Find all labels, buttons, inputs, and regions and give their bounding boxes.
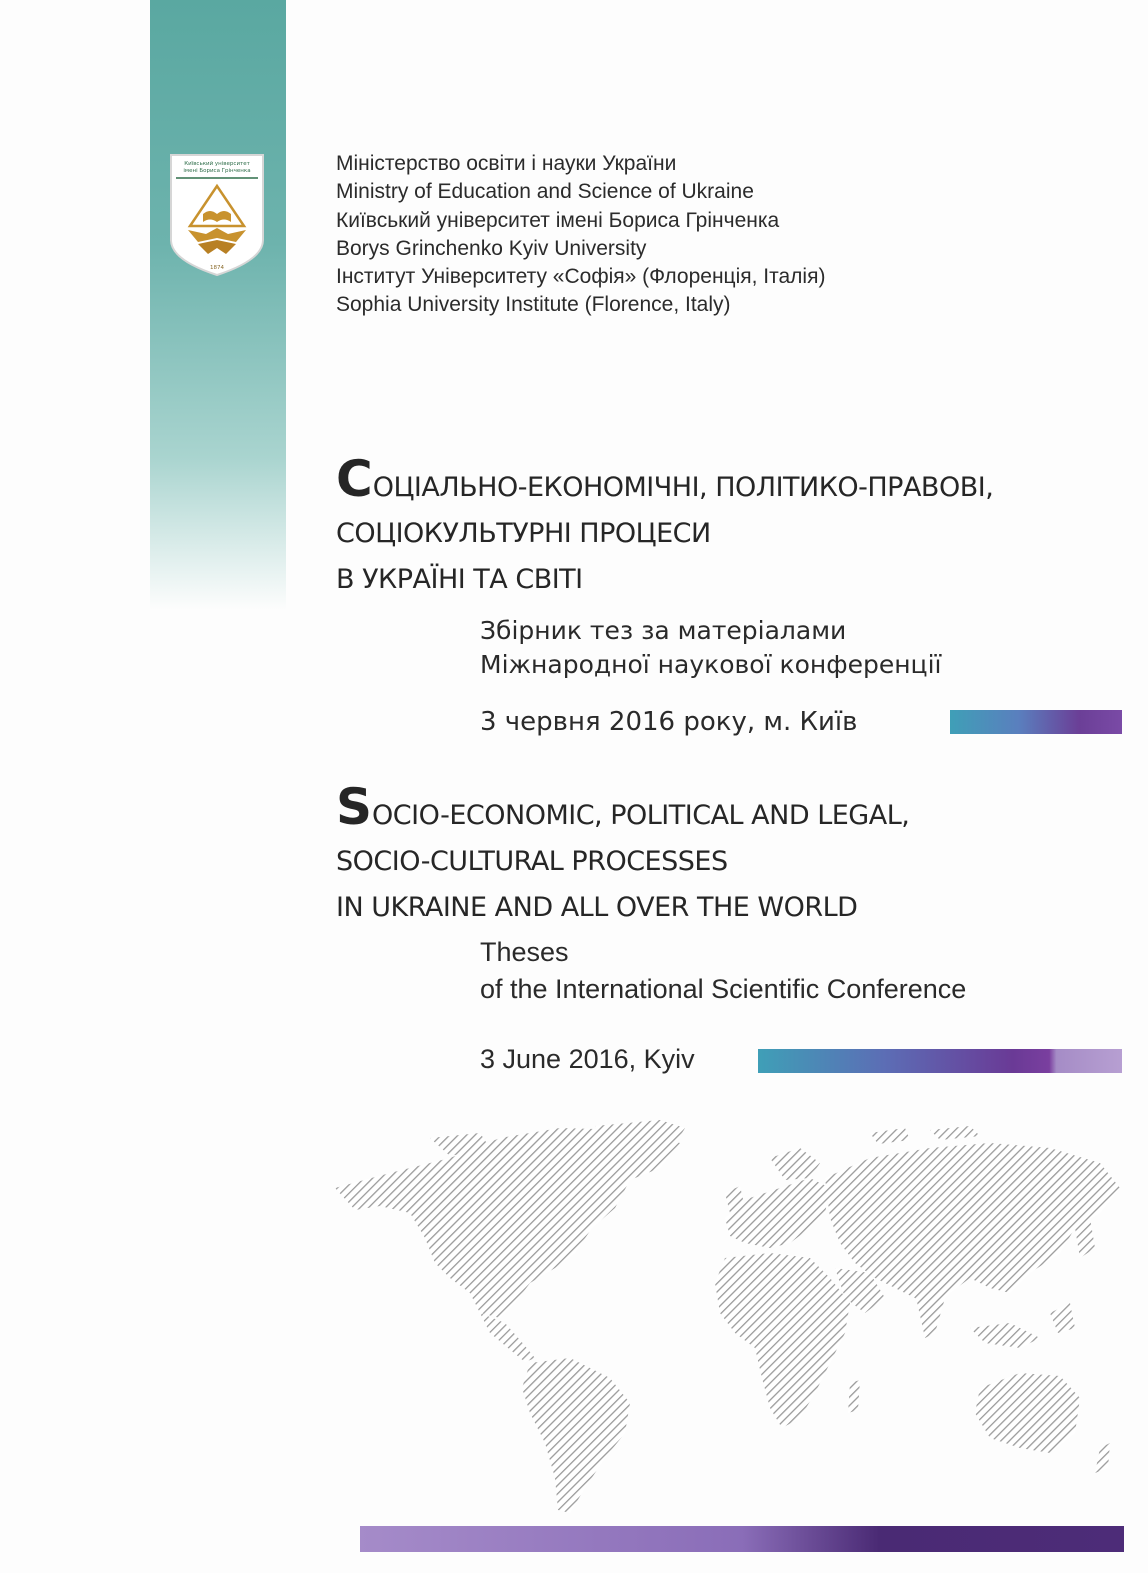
subtitle-en-line-2: of the International Scientific Conference xyxy=(480,974,967,1004)
title-ua-line-2: СОЦІОКУЛЬТУРНІ ПРОЦЕСИ xyxy=(336,518,711,549)
institution-line: Міністерство освіти і науки України xyxy=(336,152,677,175)
institution-line: Інститут Університету «Софія» (Флоренція, Італія) xyxy=(336,265,826,289)
title-en-initial: S xyxy=(336,778,373,836)
title-ukrainian xyxy=(336,450,1096,603)
subtitle-ukrainian xyxy=(480,614,941,682)
date-english: 3 June 2016, Kyiv xyxy=(480,1044,695,1074)
institution-line: Київський університет імені Бориса Грінченка xyxy=(336,208,780,232)
institution-line: Borys Grinchenko Kyiv University xyxy=(336,236,647,260)
accent-bar-en xyxy=(758,1049,1122,1073)
accent-bar-ua xyxy=(950,710,1122,734)
emblem-year: 1874 xyxy=(210,265,224,271)
title-english xyxy=(336,778,1096,931)
institutions-list xyxy=(336,150,825,320)
title-ua-initial: С xyxy=(336,450,373,508)
teal-side-stripe xyxy=(150,0,286,610)
university-emblem-icon xyxy=(168,152,266,278)
subtitle-ua-line-1: Збірник тез за матеріалами xyxy=(480,616,847,645)
title-ua-line-1-rest: ОЦІАЛЬНО-ЕКОНОМІЧНІ, ПОЛІТИКО-ПРАВОВІ, xyxy=(372,472,994,503)
subtitle-ua-line-2: Міжнародної наукової конференції xyxy=(480,650,942,679)
institution-line: Ministry of Education and Science of Ukraine xyxy=(336,180,754,204)
institution-line: Sophia University Institute (Florence, Italy) xyxy=(336,293,731,317)
title-ua-line-3: В УКРАЇНІ ТА СВІТІ xyxy=(336,564,583,595)
accent-bar-bottom xyxy=(360,1526,1124,1552)
emblem-text-2: імені Бориса Грінченка xyxy=(183,168,251,174)
title-en-line-1-rest: OCIO-ECONOMIC, POLITICAL AND LEGAL, xyxy=(372,800,910,831)
emblem-text-1: Київський університет xyxy=(184,161,250,167)
title-en-line-1 xyxy=(336,778,1096,839)
title-en-line-3: IN UKRAINE AND ALL OVER THE WORLD xyxy=(336,892,858,923)
title-ua-line-1 xyxy=(336,450,1096,511)
subtitle-en-line-1: Theses xyxy=(480,937,569,967)
date-ukrainian: 3 червня 2016 року, м. Київ xyxy=(480,707,858,737)
title-en-line-2: SOCIO-CULTURAL PROCESSES xyxy=(336,846,728,877)
world-map-icon xyxy=(330,1118,1130,1518)
subtitle-english xyxy=(480,934,966,1008)
